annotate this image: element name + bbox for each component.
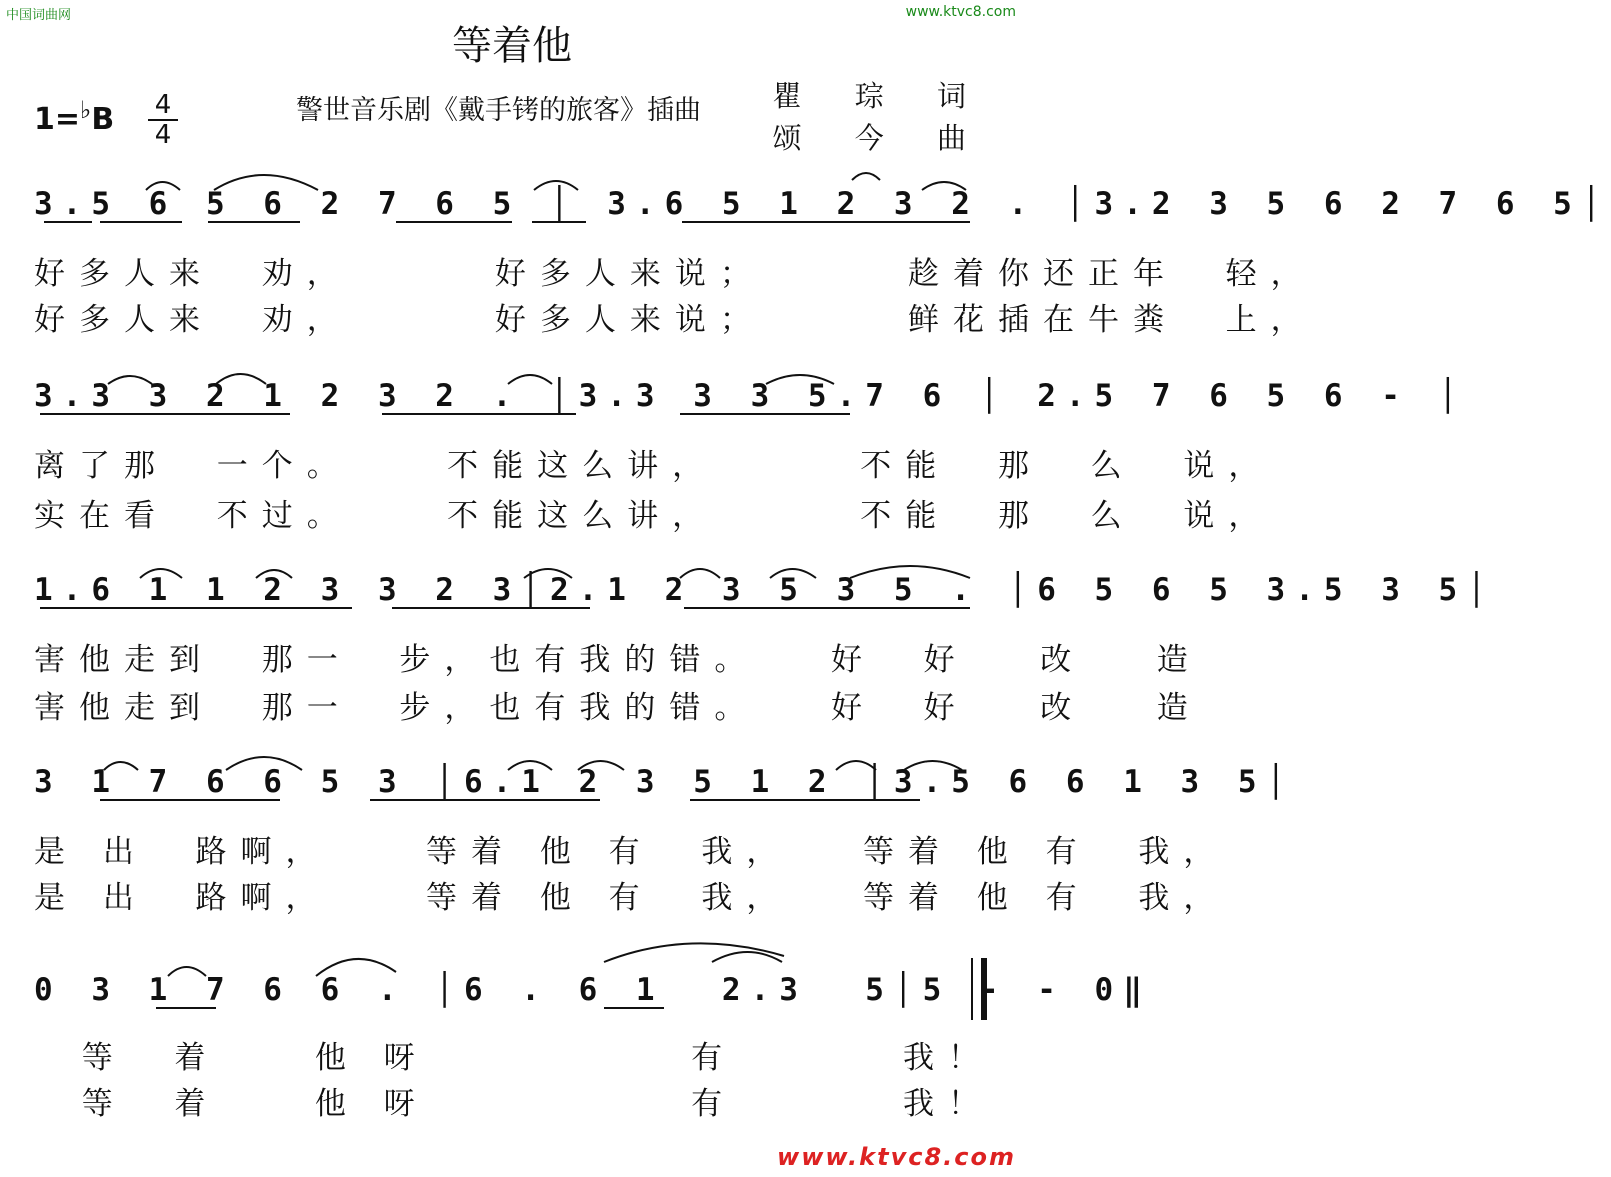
slur: [216, 374, 266, 384]
slur: [316, 959, 396, 976]
slur: [146, 182, 180, 190]
slur: [922, 182, 966, 190]
notation-row-5: 0 3 1 7 6 6 . │6 . 6 1 2.3 5│5 - - 0‖: [34, 972, 1152, 1008]
slur: [770, 569, 816, 578]
slur: [508, 761, 552, 770]
time-top: 4: [154, 90, 172, 120]
slur: [168, 967, 206, 976]
slur: [680, 569, 720, 578]
lyrics-row-5-verse-1: 等 着 他 呀 有 我！: [34, 1040, 994, 1076]
watermark: www.ktvc8.com: [777, 1143, 1016, 1171]
key-flat: ♭: [80, 96, 92, 124]
notation-row-1: 3.5 6 5 6 2 7 6 5 │ 3.6 5 1 2 3 2 . │3.2 3 5 6 2 7 6 5│: [34, 186, 1611, 222]
slur: [104, 762, 138, 770]
slur: [852, 173, 880, 180]
lyrics-row-3-verse-2: 害他走到 那一 步，也有我的错。 好 好 改 造: [34, 690, 1202, 726]
slur: [256, 570, 292, 578]
slur: [578, 761, 624, 770]
composer-credit: 颂 今 曲: [772, 121, 988, 155]
lyricist-credit: 瞿 琮 词: [772, 79, 988, 113]
lyrics-row-2-verse-1: 离了那 一个。 不能这么讲， 不能 那 么 说，: [34, 448, 1274, 484]
slur: [140, 569, 182, 578]
slur: [108, 376, 152, 384]
slur: [766, 375, 834, 384]
lyrics-row-5-verse-2: 等 着 他 呀 有 我！: [34, 1086, 994, 1122]
time-bottom: 4: [154, 120, 172, 150]
notation-row-4: 3 1 7 6 6 5 3 │6.1 2 3 5 1 2 │3.5 6 6 1 3 5│: [34, 764, 1296, 800]
lyrics-row-1-verse-1: 好多人来 劝， 好多人来说； 趁着你还正年 轻，: [34, 256, 1316, 292]
notation-row-2: 3.3 3 2 1 2 3 2 . │3.3 3 3 5.7 6 │ 2.5 7 6 5 6 - │: [34, 378, 1468, 414]
lyrics-row-4-verse-1: 是 出 路啊， 等着 他 有 我， 等着 他 有 我，: [34, 834, 1229, 870]
notation-row-3: 1.6 1 1 2 3 3 2 3│2.1 2 3 5 3 5 . │6 5 6 5 3.5 3 5│: [34, 572, 1496, 608]
slur: [850, 566, 970, 578]
slur: [214, 175, 318, 190]
slur: [524, 569, 572, 578]
lyrics-row-4-verse-2: 是 出 路啊， 等着 他 有 我， 等着 他 有 我，: [34, 880, 1229, 916]
slur: [904, 761, 962, 770]
lyrics-row-2-verse-2: 实在看 不过。 不能这么讲， 不能 那 么 说，: [34, 498, 1274, 534]
slur: [226, 757, 302, 770]
slur: [836, 761, 876, 770]
slur: [534, 181, 578, 190]
site-name-left: 中国词曲网: [6, 8, 72, 23]
song-title: 等着他: [452, 23, 572, 69]
lyrics-row-1-verse-2: 好多人来 劝， 好多人来说； 鲜花插在牛粪 上，: [34, 302, 1316, 338]
slur: [508, 375, 552, 384]
song-subtitle: 警世音乐剧《戴手铐的旅客》插曲: [296, 95, 701, 126]
key-prefix: 1=: [34, 102, 81, 137]
site-url-right: www.ktvc8.com: [905, 4, 1016, 20]
lyrics-row-3-verse-1: 害他走到 那一 步，也有我的错。 好 好 改 造: [34, 642, 1202, 678]
key-note: B: [91, 102, 115, 137]
